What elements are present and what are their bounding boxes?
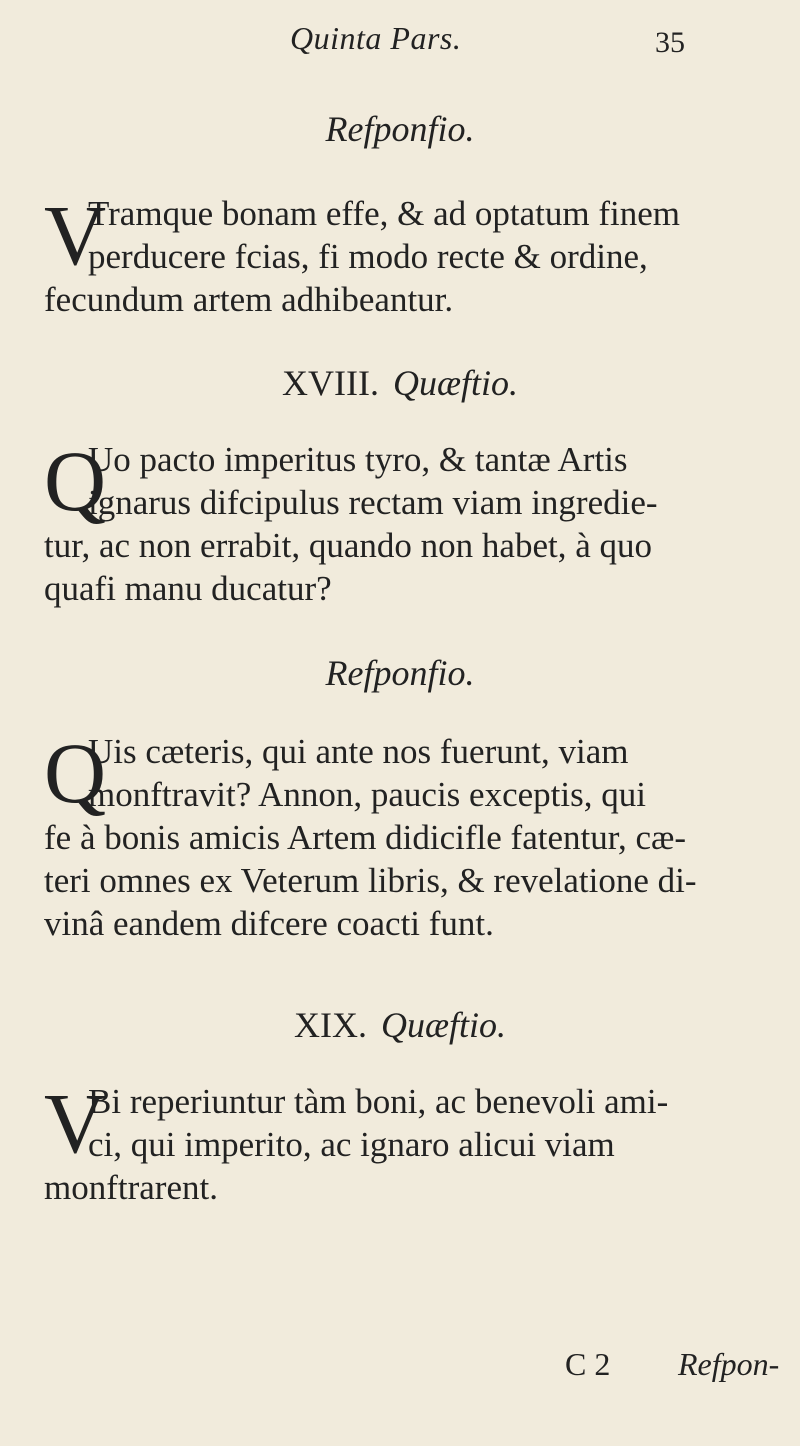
drop-initial: Q (44, 725, 107, 821)
section-heading-question-19 (0, 1004, 800, 1046)
answer-paragraph (44, 725, 770, 945)
answer-paragraph (44, 187, 770, 321)
heading-number: XVIII. (282, 363, 379, 403)
signature-mark: C 2 (565, 1346, 611, 1382)
text-line: fe à bonis amicis Artem didicifle fatentur, cæ- (44, 818, 686, 857)
question-paragraph (44, 433, 770, 610)
text-line: quafi manu ducatur? (44, 569, 332, 608)
text-line: monftrarent. (44, 1168, 218, 1207)
text-line: vinâ eandem difcere coacti funt. (44, 904, 494, 943)
text-line: ignarus difcipulus rectam viam ingredie- (88, 483, 658, 522)
text-line: Bi reperiuntur tàm boni, ac benevoli ami- (88, 1082, 669, 1121)
heading-label: Quæftio. (392, 363, 518, 403)
text-line: Tramque bonam effe, & ad optatum finem (88, 194, 680, 233)
running-title: Quinta Pars. (290, 20, 462, 56)
drop-initial: Q (44, 433, 107, 529)
page-footer (0, 1346, 800, 1396)
text-line: teri omnes ex Veterum libris, & revelatione di- (44, 861, 697, 900)
heading-label: Quæftio. (380, 1005, 506, 1045)
text-line: ci, qui imperito, ac ignaro alicui viam (88, 1125, 615, 1164)
section-heading-responsio: Refponfio. (325, 109, 475, 149)
drop-initial: V (44, 187, 107, 283)
heading-number: XIX. (294, 1005, 367, 1045)
running-head (0, 18, 800, 68)
text-line: tur, ac non errabit, quando non habet, à quo (44, 526, 652, 565)
text-line: Uo pacto imperitus tyro, & tantæ Artis (88, 440, 628, 479)
text-line: Uis cæteris, qui ante nos fuerunt, viam (88, 732, 629, 771)
text-line: fecundum artem adhibeantur. (44, 280, 454, 319)
catchword: Refpon- (678, 1346, 780, 1382)
section-heading-question-18 (0, 362, 800, 404)
text-line: perducere fcias, fi modo recte & ordine, (88, 237, 648, 276)
text-line: monftravit? Annon, paucis exceptis, qui (88, 775, 646, 814)
page-number: 35 (655, 26, 685, 59)
question-paragraph (44, 1075, 770, 1209)
drop-initial: V (44, 1075, 107, 1171)
section-heading-responsio: Refponfio. (325, 653, 475, 693)
